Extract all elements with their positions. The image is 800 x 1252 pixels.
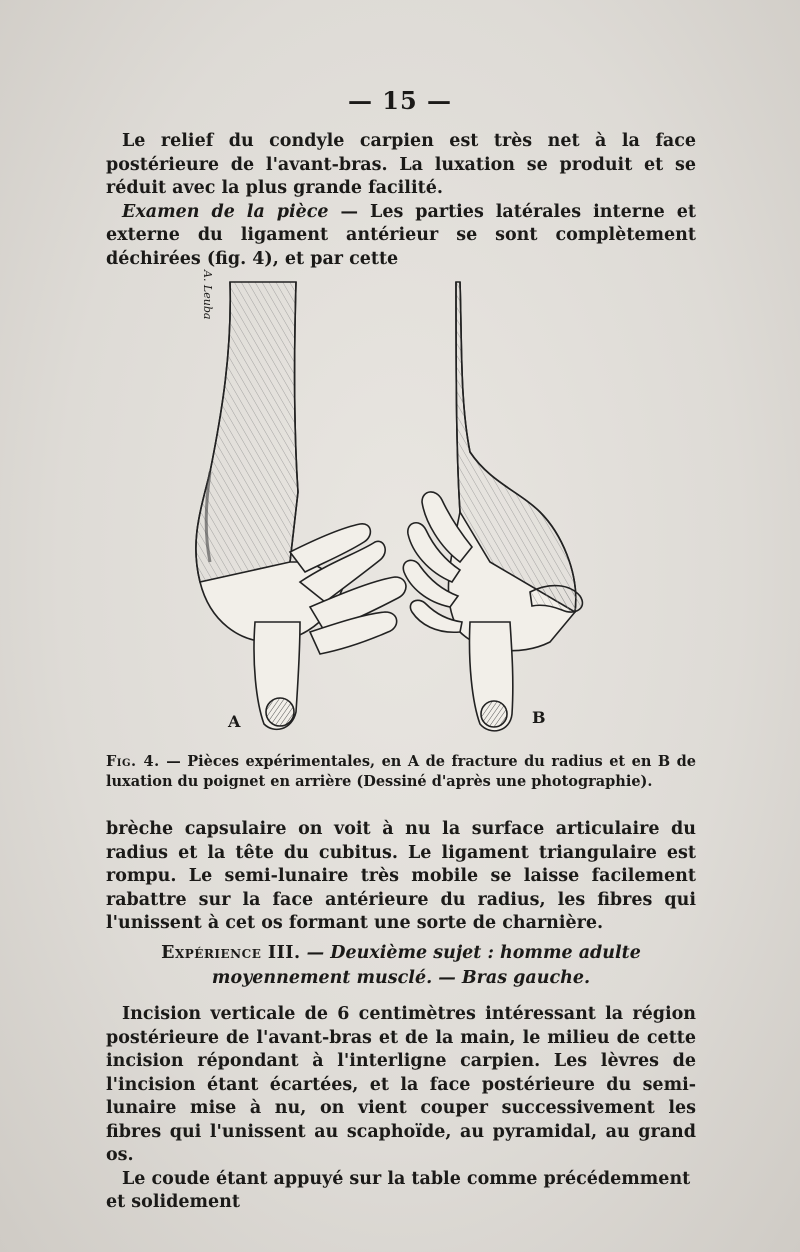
- examen-text: — Les parties latérales interne et externe du ligament antérieur se sont complètement déchirées (fig. 4), et par cette: [106, 201, 696, 269]
- middle-text-block: [106, 818, 696, 936]
- illustrator-signature: A. Leuba: [201, 270, 214, 320]
- hand-a-drawing: [196, 282, 406, 729]
- paragraph-examen: [106, 201, 696, 272]
- experience-heading-line1: [106, 941, 696, 966]
- experience-title-line1: — Deuxième sujet : homme adulte: [300, 943, 641, 963]
- figure-caption: [106, 752, 696, 792]
- bottom-text-block: [106, 1003, 696, 1215]
- figure-label-b: B: [532, 708, 546, 727]
- paragraph-condyle: Le relief du condyle carpien est très net à la face postérieure de l'avant-bras. La luxation se produit et se réduit avec la plus grande facilité.: [106, 131, 696, 198]
- page-number: — 15 —: [347, 86, 453, 115]
- figure-hands-illustration: [160, 262, 640, 742]
- paragraph-coude: Le coude étant appuyé sur la table comme précédemment et solidement: [106, 1168, 691, 1212]
- figure-label-a: A: [228, 712, 241, 731]
- experience-heading: [106, 941, 696, 991]
- top-text-block: [106, 130, 696, 271]
- experience-lead: Expérience III.: [161, 943, 301, 963]
- hand-b-drawing: [403, 282, 582, 731]
- hands-drawing: [160, 262, 640, 742]
- caption-text: — Pièces expérimentales, en A de fracture du radius et en B de luxation du poignet en arrière (Dessiné d'après une photographie).: [106, 753, 696, 790]
- experience-title-line2: moyennement musclé. — Bras gauche.: [211, 968, 591, 988]
- caption-lead: Fig. 4.: [106, 753, 160, 770]
- paragraph-incision: Incision verticale de 6 centimètres intéressant la région postérieure de l'avant-bras et de la main, le milieu de cette incision répondant à l'interligne carpien. Les lèvres de l'incision étant écartées, et la face postérieure du semi-lunaire mise à nu, on vient couper successivement les fibres qui l'unissent au scaphoïde, au pyramidal, au grand os.: [106, 1004, 696, 1165]
- paragraph-breche: brèche capsulaire on voit à nu la surface articulaire du radius et la tête du cubitus. Le ligament triangulaire est rompu. Le semi-lunaire très mobile se laisse facilement rabattre sur la face antérieure du radius, les fibres qui l'unissent à cet os formant une sorte de charnière.: [106, 819, 696, 933]
- examen-label: Examen de la pièce: [122, 201, 329, 222]
